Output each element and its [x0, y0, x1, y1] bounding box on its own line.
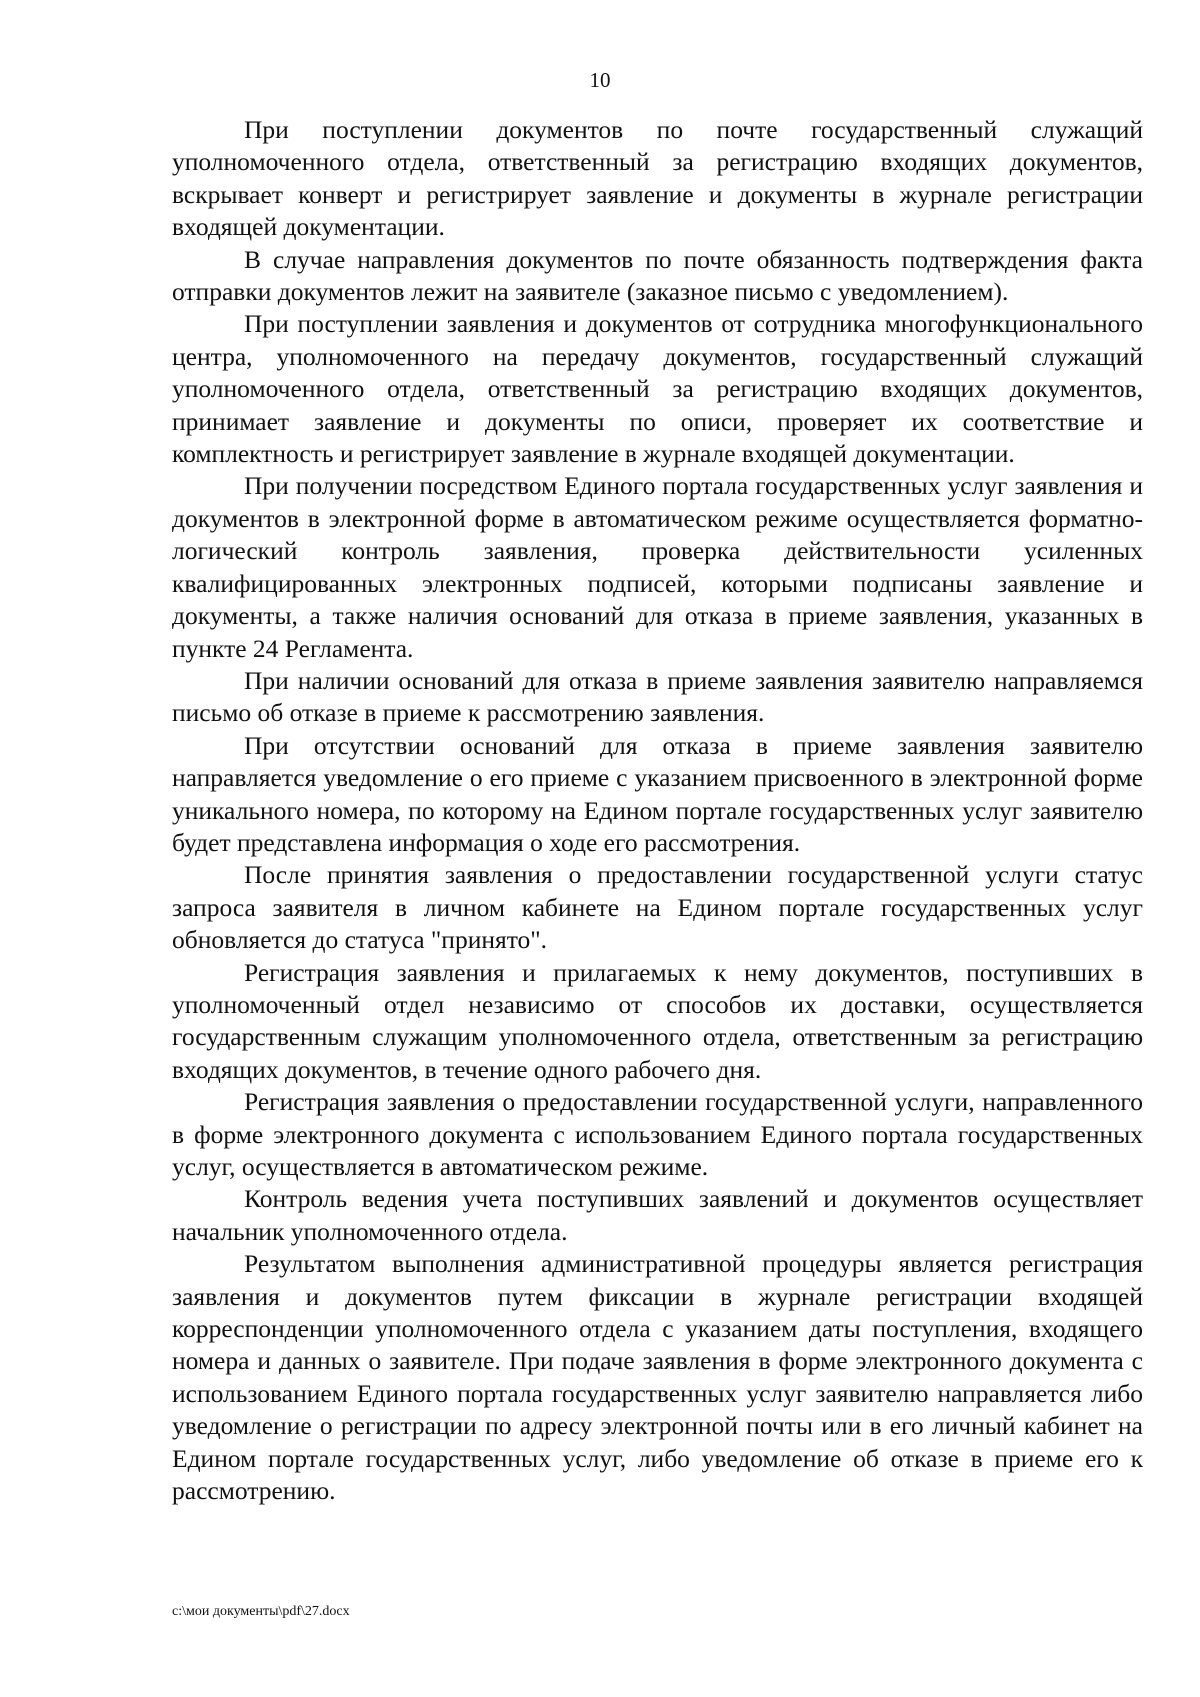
paragraph-result: Результатом выполнения административной процедуры является регистрация заявления и документов путем фиксации в журнале регистрации входящей корреспонденции уполномоченного отдела с указанием даты поступления, входящего номера и данных о заявителе. При подаче заявления в форме электронного документа с использованием Единого портала государственных услуг заявителю направляется либо уведомление о регистрации по адресу электронной почты или в его личный кабинет на Едином портале государственных услуг, либо уведомление об отказе в приеме его к рассмотрению. — [172, 1249, 1143, 1506]
paragraph-status-update: После принятия заявления о предоставлении государственной услуги статус запроса заявителя в личном кабинете на Едином портале государственных услуг обновляется до статуса "принято". — [172, 860, 1143, 955]
footer-file-path: c:\мои документы\pdf\27.docx — [172, 1604, 350, 1619]
paragraph-acceptance-notice: При отсутствии оснований для отказа в приеме заявления заявителю направляется уведомление о его приеме с указанием присвоенного в электронной форме уникального номера, по которому на Едином портале государственных услуг заявителю будет представлена информация о ходе его рассмотрения. — [172, 730, 1143, 857]
paragraph-registration-term: Регистрация заявления и прилагаемых к нему документов, поступивших в уполномоченный отдел независимо от способов их доставки, осуществляется государственным служащим уполномоченного отдела, ответственным за регистрацию входящих документов, в течение одного рабочего дня. — [172, 957, 1143, 1084]
body-text — [172, 114, 1143, 1507]
paragraph-portal-receipt: При получении посредством Единого портала государственных услуг заявления и документов в электронной форме в автоматическом режиме осуществляется форматно-логический контроль заявления, проверка действительности усиленных квалифицированных электронных подписей, которыми подписаны заявление и документы, а также наличия оснований для отказа в приеме заявления, указанных в пункте 24 Регламента. — [172, 471, 1143, 663]
paragraph-auto-registration: Регистрация заявления о предоставлении государственной услуги, направленного в форме электронного документа с использованием Единого портала государственных услуг, осуществляется в автоматическом режиме. — [172, 1087, 1143, 1181]
page-number: 10 — [589, 68, 611, 92]
paragraph-refusal-letter: При наличии оснований для отказа в приеме заявления заявителю направляемся письмо об отказе в приеме к рассмотрению заявления. — [172, 665, 1143, 728]
paragraph-mail-confirmation: В случае направления документов по почте обязанность подтверждения факта отправки документов лежит на заявителе (заказное письмо с уведомлением). — [172, 244, 1143, 307]
paragraph-control: Контроль ведения учета поступивших заявлений и документов осуществляет начальник уполномоченного отдела. — [172, 1184, 1143, 1246]
paragraph-mail-receipt: При поступлении документов по почте государственный служащий уполномоченного отдела, ответственный за регистрацию входящих документов, вскрывает конверт и регистрирует заявление и документы в журнале регистрации входящей документации. — [172, 115, 1143, 242]
paragraph-mfc-receipt: При поступлении заявления и документов от сотрудника многофункционального центра, уполномоченного на передачу документов, государственный служащий уполномоченного отдела, ответственный за регистрацию входящих документов, принимает заявление и документы по описи, проверяет их соответствие и комплектность и регистрирует заявление в журнале входящей документации. — [172, 309, 1143, 469]
